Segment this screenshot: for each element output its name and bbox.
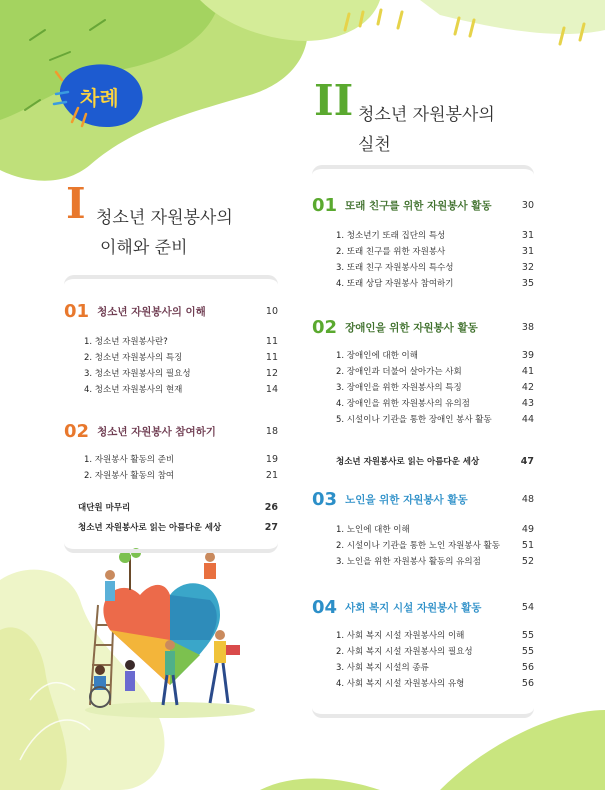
part2-section-03-list xyxy=(336,521,534,569)
section-page: 10 xyxy=(265,306,278,317)
section-number: 01 xyxy=(64,301,90,322)
section-number: 02 xyxy=(312,317,338,338)
part2-title-line1: 청소년 자원봉사의 xyxy=(358,105,495,125)
part1-title-line2: 이해와 준비 xyxy=(100,238,188,258)
part2-panel xyxy=(312,165,534,718)
list-item[interactable]: 1. 청소년기 또래 집단의 특성 31 xyxy=(336,229,534,241)
section-title: 노인을 위한 자원봉사 활동 xyxy=(345,494,468,506)
page-title: 차례 xyxy=(80,86,119,110)
section-number: 04 xyxy=(312,597,338,618)
list-item[interactable]: 3. 또래 친구 자원봉사의 특수성 32 xyxy=(336,261,534,273)
list-item[interactable]: 1. 사회 복지 시설 자원봉사의 이해 55 xyxy=(336,629,534,641)
section-number: 03 xyxy=(312,489,338,510)
section-page: 38 xyxy=(521,322,534,333)
section-page: 48 xyxy=(521,494,534,505)
part1-numeral: I xyxy=(66,179,86,228)
list-item[interactable]: 4. 장애인을 위한 자원봉사의 유의점 43 xyxy=(336,397,534,409)
list-item[interactable]: 3. 노인을 위한 자원봉사 활동의 유의점 52 xyxy=(336,555,534,567)
part2-title-line2: 실천 xyxy=(358,135,391,155)
list-item[interactable]: 4. 청소년 자원봉사의 현재 14 xyxy=(84,383,278,395)
section-title: 청소년 자원봉사 참여하기 xyxy=(97,426,216,438)
list-item[interactable]: 1. 노인에 대한 이해 49 xyxy=(336,523,534,535)
section-title: 장애인을 위한 자원봉사 활동 xyxy=(345,322,478,334)
section-title: 또래 친구를 위한 자원봉사 활동 xyxy=(345,200,492,212)
part2-section-03[interactable] xyxy=(312,489,534,510)
part2-header xyxy=(314,76,554,160)
part2-section-01-list xyxy=(336,227,534,291)
part1-panel xyxy=(64,275,278,553)
list-item[interactable]: 2. 사회 복지 시설 자원봉사의 필요성 55 xyxy=(336,645,534,657)
part2-section-01[interactable] xyxy=(312,195,534,216)
list-item[interactable]: 1. 청소년 자원봉사란? 11 xyxy=(84,335,278,347)
list-item[interactable]: 2. 또래 친구를 위한 자원봉사 31 xyxy=(336,245,534,257)
list-item[interactable]: 5. 시설이나 기관을 통한 장애인 봉사 활동 44 xyxy=(336,413,534,425)
section-number: 02 xyxy=(64,421,90,442)
section-page: 18 xyxy=(265,426,278,437)
volunteer-illustration xyxy=(70,545,260,720)
list-item[interactable]: 2. 장애인과 더불어 살아가는 사회 41 xyxy=(336,365,534,377)
list-item[interactable]: 3. 사회 복지 시설의 종류 56 xyxy=(336,661,534,673)
list-item[interactable]: 2. 시설이나 기관을 통한 노인 자원봉사 활동 51 xyxy=(336,539,534,551)
section-page: 54 xyxy=(521,602,534,613)
part1-section-01-list xyxy=(84,333,278,397)
part2-section-04[interactable] xyxy=(312,597,534,618)
list-item[interactable]: 3. 장애인을 위한 자원봉사의 특징 42 xyxy=(336,381,534,393)
part2-section-02-list xyxy=(336,347,534,427)
list-item[interactable]: 2. 청소년 자원봉사의 특징 11 xyxy=(84,351,278,363)
list-item[interactable]: 1. 장애인에 대한 이해 39 xyxy=(336,349,534,361)
section-number: 01 xyxy=(312,195,338,216)
reading-link[interactable]: 청소년 자원봉사로 읽는 아름다운 세상 47 xyxy=(336,455,534,467)
part2-section-02[interactable] xyxy=(312,317,534,338)
part1-extras xyxy=(78,499,278,535)
part2-section-04-list xyxy=(336,627,534,691)
part1-title-line1: 청소년 자원봉사의 xyxy=(96,208,233,228)
unit-review-link[interactable]: 대단원 마무리 26 xyxy=(78,501,278,513)
reading-link[interactable]: 청소년 자원봉사로 읽는 아름다운 세상 27 xyxy=(78,521,278,533)
part1-section-02[interactable] xyxy=(64,421,278,442)
list-item[interactable]: 4. 또래 상담 자원봉사 참여하기 35 xyxy=(336,277,534,289)
part1-section-01[interactable] xyxy=(64,301,278,322)
part1-section-02-list xyxy=(84,451,278,483)
list-item[interactable]: 2. 자원봉사 활동의 참여 21 xyxy=(84,469,278,481)
list-item[interactable]: 3. 청소년 자원봉사의 필요성 12 xyxy=(84,367,278,379)
list-item[interactable]: 4. 사회 복지 시설 자원봉사의 유형 56 xyxy=(336,677,534,689)
part2-reading xyxy=(336,453,534,469)
list-item[interactable]: 1. 자원봉사 활동의 준비 19 xyxy=(84,453,278,465)
section-title: 청소년 자원봉사의 이해 xyxy=(97,306,206,318)
section-page: 30 xyxy=(521,200,534,211)
section-title: 사회 복지 시설 자원봉사 활동 xyxy=(345,602,482,614)
part2-numeral: II xyxy=(314,76,354,125)
